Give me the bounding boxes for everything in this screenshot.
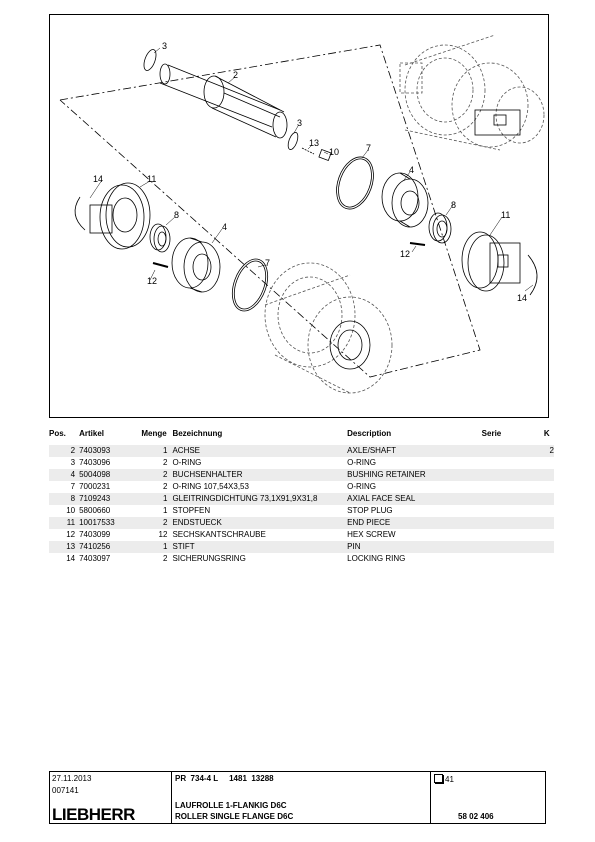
row-quantity: 2 (141, 517, 172, 529)
row-description-de: STIFT (172, 541, 347, 553)
row-pos: 10 (66, 506, 76, 515)
row-description-de: STOPFEN (172, 506, 211, 515)
roller-assembly-illustration (50, 15, 550, 419)
page-indicator (434, 774, 454, 784)
callout-14-right: 14 (517, 293, 528, 303)
locking-ring-left (75, 197, 85, 230)
callout-8-right: 8 (451, 200, 457, 210)
row-quantity: 1 (141, 445, 172, 457)
table-row (49, 517, 554, 529)
parts-list-header (49, 428, 554, 445)
row-description-en: AXIAL FACE SEAL (347, 493, 482, 505)
row-description-de: ACHSE (172, 445, 347, 457)
header-quantity: Menge (141, 428, 167, 438)
row-series (482, 517, 544, 529)
row-series (482, 529, 544, 541)
end-piece-lower-right (462, 232, 520, 291)
row-pos: 4 (49, 469, 79, 481)
assembly-title-de: LAUFROLLE 1-FLANKIG D6C (175, 801, 287, 810)
row-pos: 2 (49, 445, 79, 457)
row-description-en: O-RING (347, 458, 377, 467)
row-quantity: 2 (163, 554, 168, 563)
header-k: K (543, 428, 550, 438)
ghost-roller-lower (265, 263, 392, 393)
hex-screw-left (153, 263, 168, 267)
row-description-en: STOP PLUG (347, 506, 393, 515)
row-description-de: O-RING (172, 458, 202, 467)
row-article: 7403099 (79, 530, 111, 539)
o-ring-large-right (330, 152, 380, 214)
row-description-en: END PIECE (347, 517, 482, 529)
row-pos: 11 (49, 517, 79, 529)
row-k (544, 481, 554, 493)
row-k (544, 493, 554, 505)
row-article: 7000231 (79, 482, 111, 491)
row-description-en: HEX SCREW (347, 530, 396, 539)
callout-11-left: 11 (147, 174, 157, 184)
axial-face-seal-left (150, 224, 170, 252)
table-row (49, 529, 554, 541)
row-pos: 14 (66, 554, 76, 563)
row-description-en: PIN (347, 541, 482, 553)
table-row (49, 469, 554, 481)
row-article: 5004098 (79, 469, 141, 481)
callout-8-left: 8 (174, 210, 180, 220)
end-piece-left (90, 183, 150, 249)
row-description-de: GLEITRINGDICHTUNG 73,1X91,9X31,8 (172, 493, 347, 505)
row-series (482, 481, 544, 493)
row-article: 10017533 (79, 517, 141, 529)
row-pos: 8 (49, 493, 79, 505)
row-k (544, 553, 554, 565)
exploded-view-drawing (49, 14, 549, 418)
parts-list-table (49, 428, 554, 565)
axle-shaft (160, 64, 287, 138)
liebherr-logo: LIEBHERR (52, 805, 135, 824)
hex-screw-right (410, 243, 425, 245)
row-article: 7109243 (79, 493, 141, 505)
row-article: 7403093 (79, 445, 141, 457)
callout-7-left: 7 (265, 258, 271, 268)
row-quantity: 1 (141, 541, 172, 553)
row-series (482, 493, 544, 505)
row-description-en: O-RING (347, 482, 377, 491)
title-block-divider (171, 772, 172, 823)
page-icon (434, 774, 443, 783)
title-block (49, 771, 546, 824)
callout-4-right: 4 (409, 165, 415, 175)
page-number: 41 (445, 775, 454, 784)
header-pos: Pos. (49, 428, 66, 438)
callout-2: 2 (233, 70, 239, 80)
row-k (544, 457, 554, 469)
row-k: 2 (544, 445, 554, 457)
row-article: 7403096 (79, 458, 111, 467)
row-description-de: O-RING 107,54X3,53 (172, 482, 249, 491)
table-row (49, 457, 554, 469)
callout-4-left: 4 (222, 222, 228, 232)
row-quantity: 2 (163, 458, 168, 467)
table-row (49, 445, 554, 457)
header-series: Serie (481, 428, 502, 438)
row-description-en: LOCKING RING (347, 554, 406, 563)
row-description-en: BUSHING RETAINER (347, 469, 482, 481)
row-description-de: SICHERUNGSRING (172, 554, 246, 563)
header-description-de: Bezeichnung (172, 428, 223, 438)
table-row (49, 481, 554, 493)
row-series (482, 469, 544, 481)
row-pos: 3 (70, 458, 76, 467)
callout-14-left: 14 (93, 174, 104, 184)
o-ring-small-right (286, 131, 300, 151)
row-article: 7410256 (79, 541, 141, 553)
bushing-retainer-left (172, 238, 220, 292)
ghost-roller-upper (400, 35, 544, 150)
table-row (49, 505, 554, 517)
row-pos: 7 (70, 482, 76, 491)
row-description-de: BUCHSENHALTER (172, 469, 347, 481)
table-row (49, 541, 554, 553)
row-description-de: ENDSTUECK (172, 517, 347, 529)
row-quantity: 1 (141, 493, 172, 505)
row-description-en: AXLE/SHAFT (347, 445, 482, 457)
table-row (49, 553, 554, 565)
row-series (482, 457, 544, 469)
row-quantity: 1 (163, 506, 168, 515)
callout-12-right: 12 (400, 249, 411, 259)
row-series (482, 541, 544, 553)
title-block-divider (430, 772, 431, 823)
row-series (482, 445, 544, 457)
callout-3-upper: 3 (162, 41, 168, 51)
callout-13: 13 (309, 138, 320, 148)
callout-12-left: 12 (147, 276, 158, 286)
row-series (482, 505, 544, 517)
callout-7-right: 7 (366, 143, 372, 153)
header-description-en: Description (347, 428, 392, 438)
print-date: 27.11.2013 (52, 774, 92, 783)
row-k (544, 529, 554, 541)
row-quantity: 12 (158, 530, 168, 539)
row-article: 7403097 (79, 554, 111, 563)
row-description-de: SECHSKANTSCHRAUBE (172, 530, 266, 539)
table-row (49, 493, 554, 505)
roller-bore-lower (330, 321, 370, 369)
row-pos: 12 (66, 530, 76, 539)
end-piece-upper-right (475, 110, 520, 135)
header-article: Artikel (79, 428, 105, 438)
assembly-title-en: ROLLER SINGLE FLANGE D6C (175, 812, 294, 821)
row-quantity: 2 (163, 482, 168, 491)
row-series (482, 553, 544, 565)
row-pos: 13 (49, 541, 79, 553)
row-k (544, 469, 554, 481)
locking-ring-right (528, 255, 537, 295)
bushing-retainer-right (382, 173, 428, 227)
row-k (544, 505, 554, 517)
row-quantity: 2 (141, 469, 172, 481)
model-line: PR 734-4 L 1481 13288 (175, 774, 274, 783)
drawing-number: 58 02 406 (458, 812, 494, 821)
callout-3-right: 3 (297, 118, 303, 128)
callout-10: 10 (329, 147, 340, 157)
document-code: 007141 (52, 786, 79, 795)
row-k (544, 517, 554, 529)
row-article: 5800660 (79, 506, 111, 515)
row-k (544, 541, 554, 553)
callout-11-right: 11 (501, 210, 511, 220)
